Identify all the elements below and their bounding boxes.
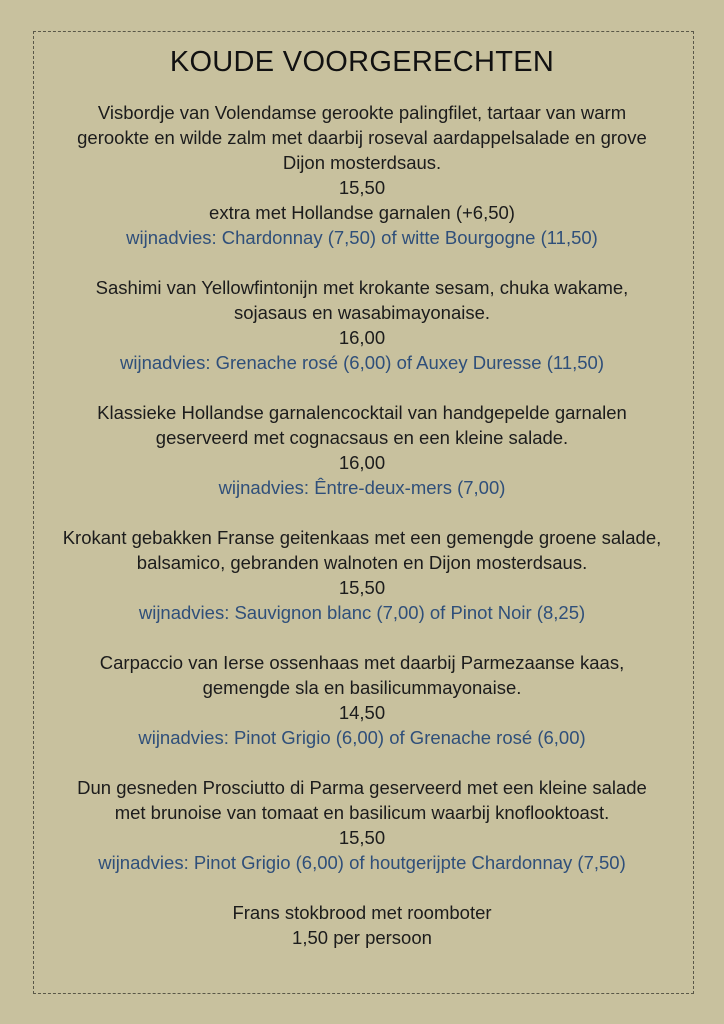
dish-item [0,775,724,875]
dish-price: 16,00 [338,327,386,348]
bread-name: Frans stokbrood met roomboter [232,902,492,923]
wine-advice: wijnadvies: Êntre-deux-mers (7,00) [218,477,506,498]
dish-description: Sashimi van Yellowfintonijn met krokante sesam, chuka wakame, sojasaus en wasabimayonaise. [95,277,629,323]
dish-item [0,400,724,500]
dish-item [0,275,724,375]
wine-advice: wijnadvies: Grenache rosé (6,00) of Auxey Duresse (11,50) [120,352,604,373]
dish-price: 16,00 [338,452,386,473]
dish-description: Carpaccio van Ierse ossenhaas met daarbij Parmezaanse kaas, gemengde sla en basilicummayonaise. [99,652,625,698]
bread-item [0,900,724,950]
bread-price: 1,50 per persoon [292,927,432,948]
dish-item [0,100,724,250]
dish-description: Visbordje van Volendamse gerookte palingfilet, tartaar van warm gerookte en wilde zalm met daarbij roseval aardappelsalade en grove Dijon mosterdsaus. [77,102,647,173]
wine-advice: wijnadvies: Sauvignon blanc (7,00) of Pinot Noir (8,25) [138,602,586,623]
dish-description: Krokant gebakken Franse geitenkaas met een gemengde groene salade, balsamico, gebranden walnoten en Dijon mosterdsaus. [62,527,662,573]
dish-description: Klassieke Hollandse garnalencocktail van handgepelde garnalen geserveerd met cognacsaus en een kleine salade. [97,402,627,448]
menu-title: KOUDE VOORGERECHTEN [169,46,555,78]
dish-description: Dun gesneden Prosciutto di Parma geserveerd met een kleine salade met brunoise van tomaat en basilicum waarbij knoflooktoast. [77,777,647,823]
dish-price: 15,50 [338,177,386,198]
wine-advice: wijnadvies: Pinot Grigio (6,00) of houtgerijpte Chardonnay (7,50) [98,852,626,873]
menu-page [0,44,724,950]
dish-price: 15,50 [338,827,386,848]
wine-advice: wijnadvies: Chardonnay (7,50) of witte Bourgogne (11,50) [126,227,598,248]
dish-price: 14,50 [338,702,386,723]
wine-advice: wijnadvies: Pinot Grigio (6,00) of Grenache rosé (6,00) [138,727,586,748]
dish-item [0,525,724,625]
dish-item [0,650,724,750]
dish-price: 15,50 [338,577,386,598]
dish-extra: extra met Hollandse garnalen (+6,50) [209,202,515,223]
